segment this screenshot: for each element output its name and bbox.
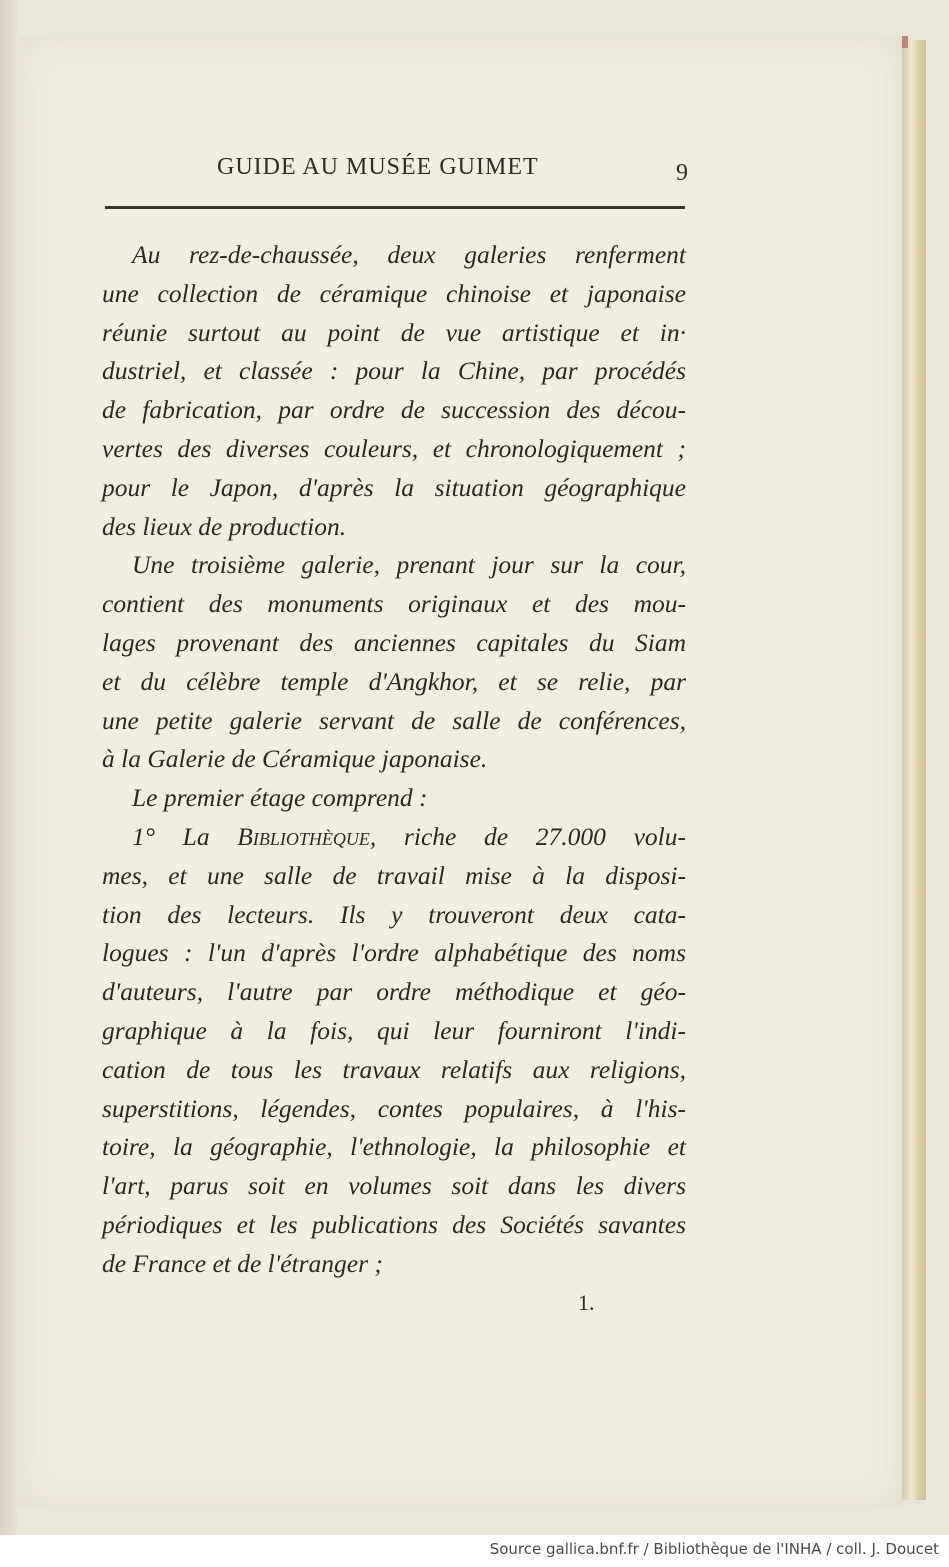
text-line: à la Galerie de Céramique japonaise.	[102, 744, 488, 774]
text-line: mes, et une salle de travail mise à la disposi-	[102, 860, 686, 890]
header-rule	[105, 206, 685, 209]
text-line: Le premier étage comprend :	[132, 783, 428, 813]
text-line: dustriel, et classée : pour la Chine, par procédés	[102, 356, 686, 386]
text-line: superstitions, légendes, contes populaires, à l'his-	[102, 1093, 686, 1123]
text-line: de France et de l'étranger ;	[102, 1248, 383, 1278]
text-line: Au rez-de-chaussée, deux galeries renferment	[132, 240, 686, 269]
line-suffix: , riche de 27.000 volu-	[369, 821, 686, 851]
body-text	[102, 236, 686, 1284]
text-line: périodiques et les publications des Sociétés savantes	[102, 1209, 686, 1239]
text-line: Une troisième galerie, prenant jour sur la cour,	[132, 550, 686, 580]
text-line: une collection de céramique chinoise et japonaise	[102, 278, 686, 308]
line-prefix: 1° La	[132, 821, 238, 851]
text-line: tion des lecteurs. Ils y trouveront deux cata-	[102, 899, 686, 929]
text-line: contient des monuments originaux et des mou-	[102, 589, 686, 619]
running-title: GUIDE AU MUSÉE GUIMET	[217, 154, 539, 180]
text-line: une petite galerie servant de salle de conférences,	[102, 705, 686, 735]
source-credit: Source gallica.bnf.fr / Bibliothèque de l'INHA / coll. J. Doucet	[489, 1540, 939, 1558]
text-line: graphique à la fois, qui leur fourniront l'indi-	[102, 1015, 686, 1045]
text-line: des lieux de production.	[102, 511, 347, 541]
library-heading: Bibliothèque	[237, 821, 370, 851]
text-line-library	[102, 818, 686, 857]
text-line: pour le Japon, d'après la situation géographique	[102, 472, 686, 502]
text-line: lages provenant des anciennes capitales du Siam	[102, 627, 686, 657]
text-line: et du célèbre temple d'Angkhor, et se relie, par	[102, 666, 686, 696]
text-line: réunie surtout au point de vue artistique et in·	[102, 317, 686, 347]
text-line: toire, la géographie, l'ethnologie, la philosophie et	[102, 1132, 686, 1162]
page-number: 9	[676, 160, 688, 186]
text-line: cation de tous les travaux relatifs aux religions,	[102, 1054, 686, 1084]
running-head	[100, 150, 688, 190]
binding-shadow	[0, 0, 20, 1535]
text-line: logues : l'un d'après l'ordre alphabétique des noms	[102, 938, 686, 968]
text-line: l'art, parus soit en volumes soit dans les divers	[102, 1171, 686, 1201]
text-line: d'auteurs, l'autre par ordre méthodique et géo-	[102, 977, 686, 1007]
text-line: de fabrication, par ordre de succession des décou-	[102, 395, 686, 425]
text-line: vertes des diverses couleurs, et chronologiquement ;	[102, 433, 686, 463]
signature-mark: 1.	[578, 1290, 595, 1315]
page-block-edge	[902, 40, 926, 1500]
